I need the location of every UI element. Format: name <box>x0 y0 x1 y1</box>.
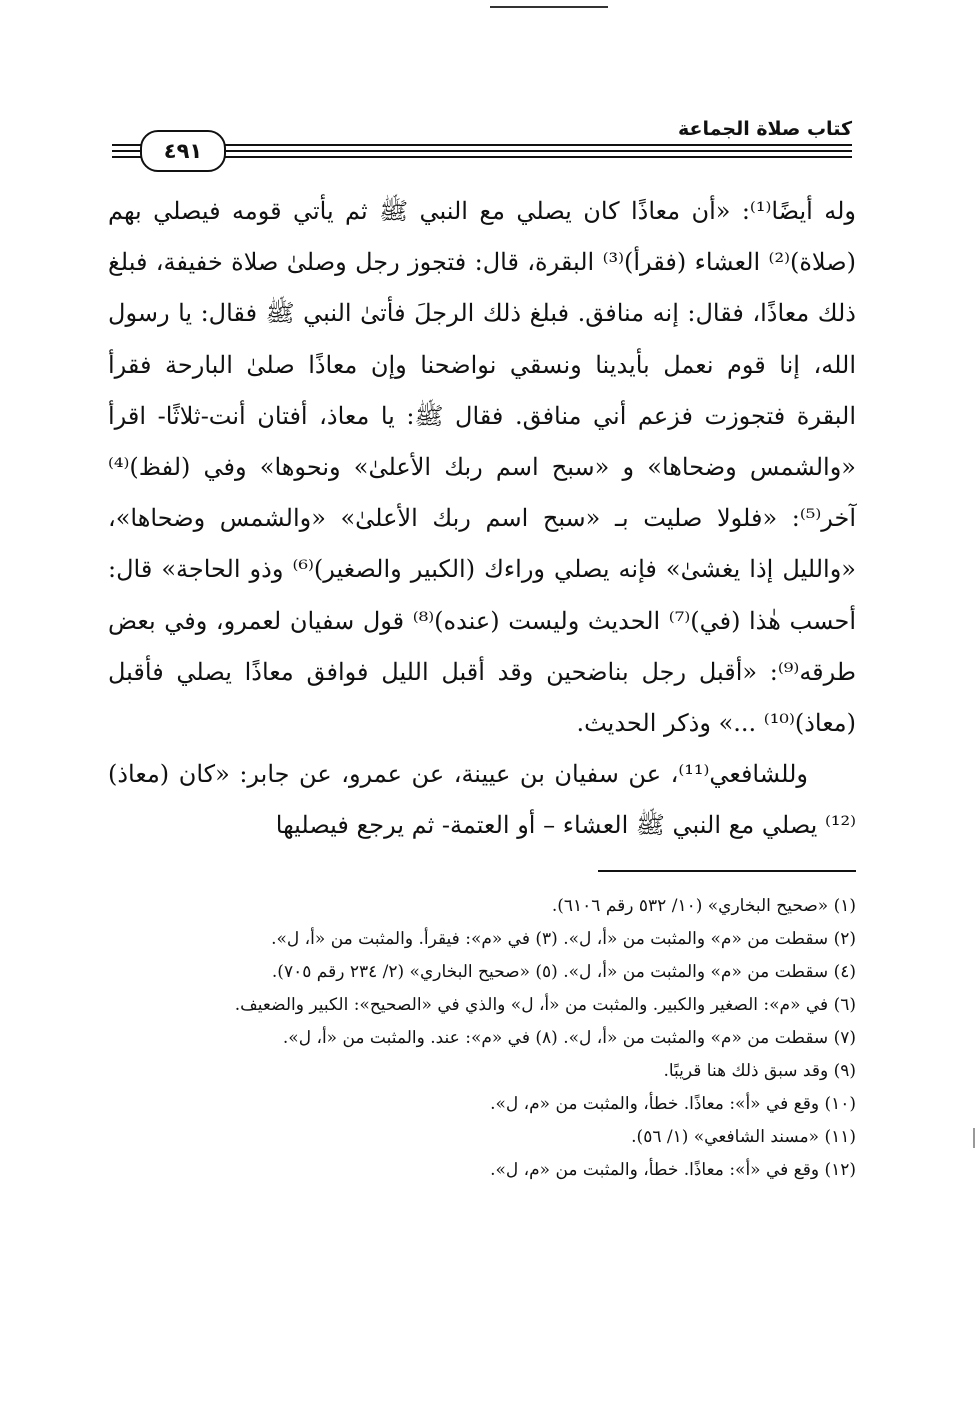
footnote: (١) «صحيح البخاري» (١٠/ ٥٣٢ رقم ٦١٠٦). <box>551 896 856 916</box>
paragraph: وله أيضًا⁽¹⁾: «أن معاذًا كان يصلي مع النبي ﷺ ثم يأتي قومه فيصلي بهم (صلاة)⁽²⁾ العشاء (فقرأ)⁽³⁾ البقرة، قال: فتجوز رجل وصلىٰ صلاة خفيفة، فبلغ ذلك معاذًا، فقال: إنه منافق. فبلغ ذلك الرجلَ فأتىٰ النبي ﷺ فقال: يا رسول الله، إنا قوم نعمل بأيدينا ونسقي نواضحنا وإن معاذًا صلىٰ البارحة فقرأ البقرة فتجوزت فزعم أني منافق. فقال ﷺ: يا معاذ، أفتان أنت-ثلاثًا- اقرأ «والشمس وضحاها» و «سبح اسم ربك الأعلىٰ» ونحوها» وفي (لفظ)⁽⁴⁾ آخر⁽⁵⁾: «فلولا صليت بـ «سبح اسم ربك الأعلىٰ» «والشمس وضحاها»، «والليل إذا يغشىٰ» فإنه يصلي وراءك (الكبير والصغير)⁽⁶⁾ وذو الحاجة» قال: أحسب هٰذا (في)⁽⁷⁾ الحديث وليست (عنده)⁽⁸⁾ قول سفيان لعمرو، وفي بعض طرقه⁽⁹⁾: «أقبل رجل بناضحين وقد أقبل الليل فوافق معاذًا يصلي فأقبل (معاذ)⁽¹⁰⁾ ...» وذكر الحديث. <box>108 197 857 738</box>
paragraph: وللشافعي⁽¹¹⁾، عن سفيان بن عيينة، عن عمرو، عن جابر: «كان (معاذ)⁽¹²⁾ يصلي مع النبي ﷺ العشاء – أو العتمة- ثم يرجع فيصليها <box>108 760 856 840</box>
top-rule <box>490 6 608 8</box>
footnote: (٩) وقد سبق ذلك هنا قريبًا. <box>663 1061 856 1081</box>
scan-edge-mark <box>973 1128 975 1148</box>
main-text <box>108 186 856 852</box>
page-header <box>112 118 852 168</box>
book-title: كتاب صلاة الجماعة <box>678 118 852 140</box>
footnote: (٢) سقطت من «م» والمثبت من «أ، ل». (٣) في «م»: فيقرأ. والمثبت من «أ، ل». <box>271 929 856 949</box>
footnote-separator <box>598 870 856 872</box>
footnote: (١٢) وقع في «أ»: معاذًا. خطأ، والمثبت من «م، ل». <box>490 1160 856 1180</box>
footnote: (١٠) وقع في «أ»: معاذًا. خطأ، والمثبت من «م، ل». <box>490 1094 856 1114</box>
footnotes <box>108 890 856 1187</box>
page-number: ٤٩١ <box>140 130 226 172</box>
footnote: (٤) سقطت من «م» والمثبت من «أ، ل». (٥) «صحيح البخاري» (٢/ ٢٣٤ رقم ٧٠٥). <box>271 962 856 982</box>
footnote: (٧) سقطت من «م» والمثبت من «أ، ل». (٨) في «م»: عند. والمثبت من «أ، ل». <box>282 1028 856 1048</box>
footnote: (١١) «مسند الشافعي» (١/ ٥٦). <box>631 1127 856 1147</box>
footnote: (٦) في «م»: الصغير والكبير. والمثبت من «أ، ل» والذي في «الصحيح»: الكبير والضعيف. <box>234 995 856 1015</box>
